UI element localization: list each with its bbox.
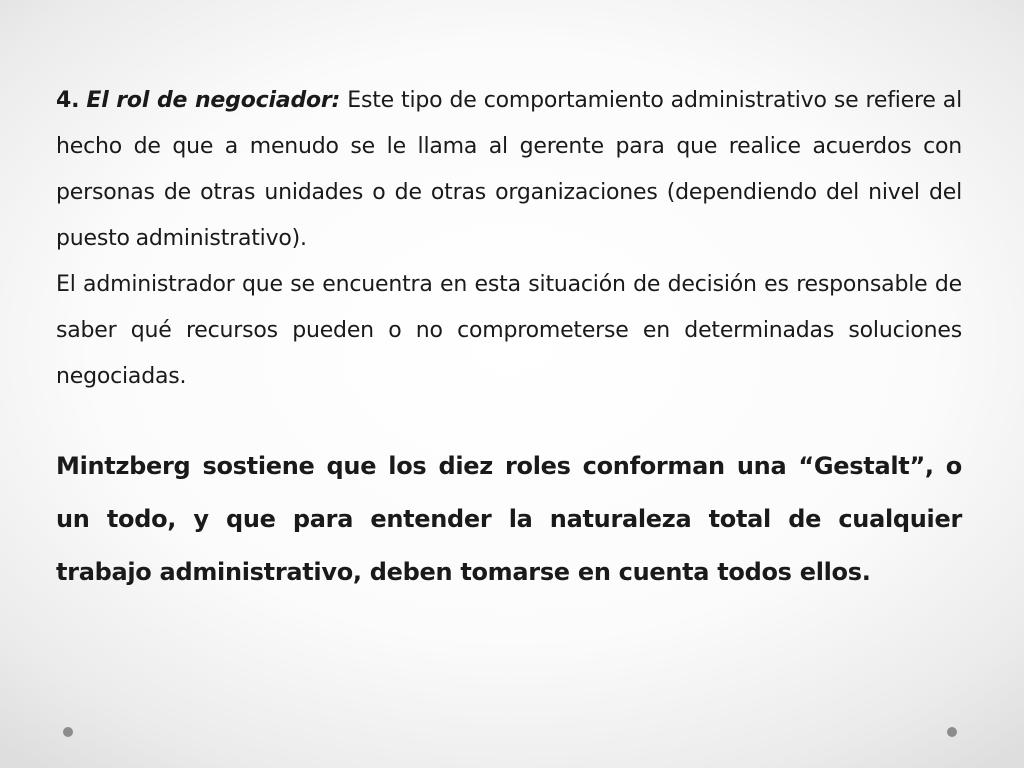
paragraph-negociador: [56, 78, 962, 262]
emphasis-paragraph: Mintzberg sostiene que los diez roles conforman una “Gestalt”, o un todo, y que para entender la naturaleza total de cualquier trabajo administrativo, deben tomarse en cuenta todos ellos.: [56, 452, 962, 586]
dot-icon: [63, 727, 73, 737]
slide-content: [56, 78, 962, 599]
paragraph-body: Este tipo de comportamiento administrativo se refiere al hecho de que a menudo se le llama al gerente para que realice acuerdos con personas de otras unidades o de otras organizaciones (dependiendo del nivel del puesto administrativo).: [56, 88, 962, 251]
paragraph-number: 4.: [56, 88, 80, 113]
spacer: [56, 400, 962, 440]
dot-icon: [947, 727, 957, 737]
paragraph-lead: El rol de negociador:: [86, 88, 341, 113]
paragraph-administrador: El administrador que se encuentra en esta situación de decisión es responsable de saber qué recursos pueden o no comprometerse en determinadas soluciones negociadas.: [56, 272, 962, 389]
